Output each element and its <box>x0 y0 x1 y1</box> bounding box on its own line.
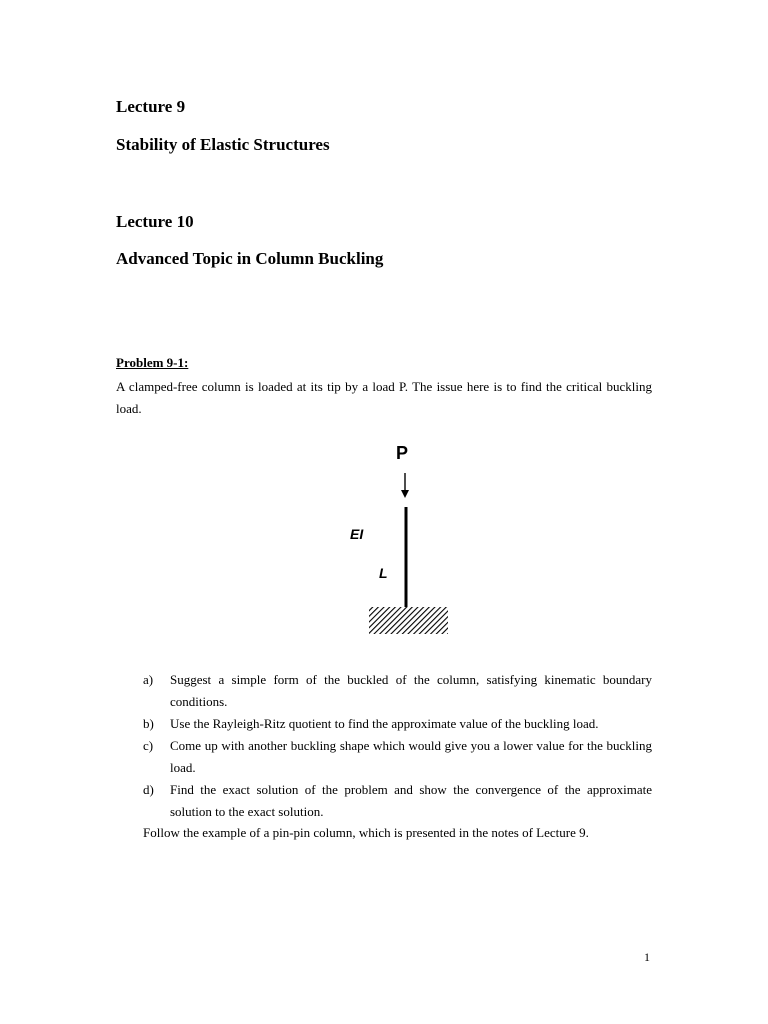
list-marker: d) <box>143 782 154 797</box>
list-item-text: Come up with another buckling shape which would give you a lower value for the buckling load. <box>170 738 652 775</box>
problem-statement: A clamped-free column is loaded at its tip by a load P. The issue here is to find the critical buckling load. <box>116 379 652 416</box>
list-marker: c) <box>143 738 154 753</box>
lecture-9-heading: Lecture 9 <box>116 97 186 116</box>
fixed-support <box>369 607 448 634</box>
lecture-9-title: Stability of Elastic Structures <box>116 135 330 154</box>
page-number: 1 <box>644 950 650 964</box>
lecture-10-heading: Lecture 10 <box>116 212 194 231</box>
problem-title: Problem 9-1: <box>116 355 189 370</box>
list-marker: a) <box>143 672 154 687</box>
task-list <box>143 669 652 823</box>
stiffness-label: EI <box>350 526 364 542</box>
column-figure <box>336 428 461 640</box>
list-item <box>143 669 652 713</box>
length-label: L <box>379 565 388 581</box>
list-item <box>143 713 652 735</box>
load-arrow-head <box>401 490 409 498</box>
list-item-text: Find the exact solution of the problem and show the convergence of the approximate solution to the exact solution. <box>170 782 652 819</box>
follow-note: Follow the example of a pin-pin column, which is presented in the notes of Lecture 9. <box>143 825 589 840</box>
list-item <box>143 735 652 779</box>
lecture-10-title: Advanced Topic in Column Buckling <box>116 249 384 268</box>
list-marker: b) <box>143 716 154 731</box>
list-item-text: Use the Rayleigh-Ritz quotient to find the approximate value of the buckling load. <box>170 716 599 731</box>
list-item-text: Suggest a simple form of the buckled of the column, satisfying kinematic boundary conditions. <box>170 672 652 709</box>
column-diagram <box>336 428 461 640</box>
list-item <box>143 779 652 823</box>
load-label: P <box>395 443 409 463</box>
